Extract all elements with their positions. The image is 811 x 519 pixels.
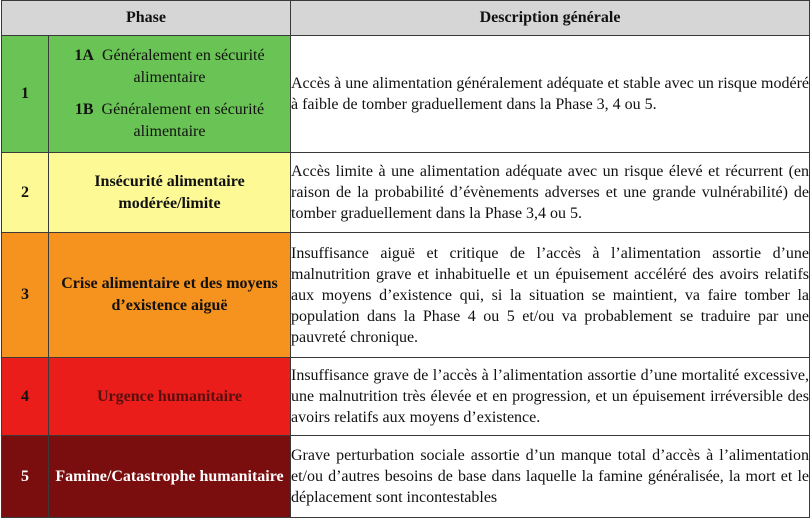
subphase-name: Généralement en sécurité alimentaire xyxy=(101,47,265,86)
phase-number: 2 xyxy=(2,153,49,233)
table-row-phase-4 xyxy=(2,358,810,436)
phase-number: 5 xyxy=(2,436,49,518)
phase-name: Crise alimentaire et des moyens d’existence aiguë xyxy=(61,275,278,314)
subphase-code: 1A xyxy=(74,47,94,64)
phase-description: Accès à une alimentation généralement adéquate et stable avec un risque modéré à faible de tomber graduellement dans la Phase 3, 4 ou 5. xyxy=(291,36,810,153)
phase-name: Insécurité alimentaire modérée/limite xyxy=(94,172,245,212)
phase-description: Insuffisance aiguë et critique de l’accès à l’alimentation assortie d’une malnutrition grave et inhabituelle et un épuisement accéléré des avoirs relatifs aux moyens d’existence qui, si la situation se maintient, va faire tomber la population dans la Phase 4 ou 5 et/ou va probablement se traduire par une pauvreté chronique. xyxy=(291,233,810,358)
phase-number: 4 xyxy=(2,358,49,436)
phase-name-cell xyxy=(49,36,291,153)
phase-name-cell xyxy=(49,358,291,436)
table-header-row xyxy=(2,1,810,36)
phase-name-cell xyxy=(49,153,291,233)
phase-name: Urgence humanitaire xyxy=(96,387,242,405)
phase-description: Accès limite à une alimentation adéquate avec un risque élevé et récurrent (en raison de la probabilité d’évènements adverses et une grande vulnérabilité) de tomber graduellement dans la Phase 3,4 ou 5. xyxy=(291,153,810,233)
subphase-name: Généralement en sécurité alimentaire xyxy=(101,101,265,140)
phase-description: Grave perturbation sociale assortie d’un manque total d’accès à l’alimentation et/ou d’autres besoins de base dans laquelle la famine généralisée, la mort et le déplacement sont incontestables xyxy=(291,436,810,518)
phase-classification-table xyxy=(1,0,810,518)
table-row-phase-2 xyxy=(2,153,810,233)
phase-name: Famine/Catastrophe humanitaire xyxy=(55,467,284,485)
phase-description: Insuffisance grave de l’accès à l’alimentation assortie d’une mortalité excessive, une malnutrition très élevée et en progression, et un épuisement irréversible des avoirs relatifs aux moyens d’existence. xyxy=(291,358,810,436)
subphase-1a xyxy=(49,45,290,89)
phase-number: 1 xyxy=(2,36,49,153)
header-description: Description générale xyxy=(291,1,810,36)
phase-number: 3 xyxy=(2,233,49,358)
subphase-code: 1B xyxy=(74,101,94,118)
header-phase: Phase xyxy=(2,1,291,36)
table-row-phase-3 xyxy=(2,233,810,358)
table-row-phase-1 xyxy=(2,36,810,153)
phase-name-cell xyxy=(49,233,291,358)
table-row-phase-5 xyxy=(2,436,810,518)
phase-name-cell xyxy=(49,436,291,518)
subphase-1b xyxy=(49,99,290,143)
